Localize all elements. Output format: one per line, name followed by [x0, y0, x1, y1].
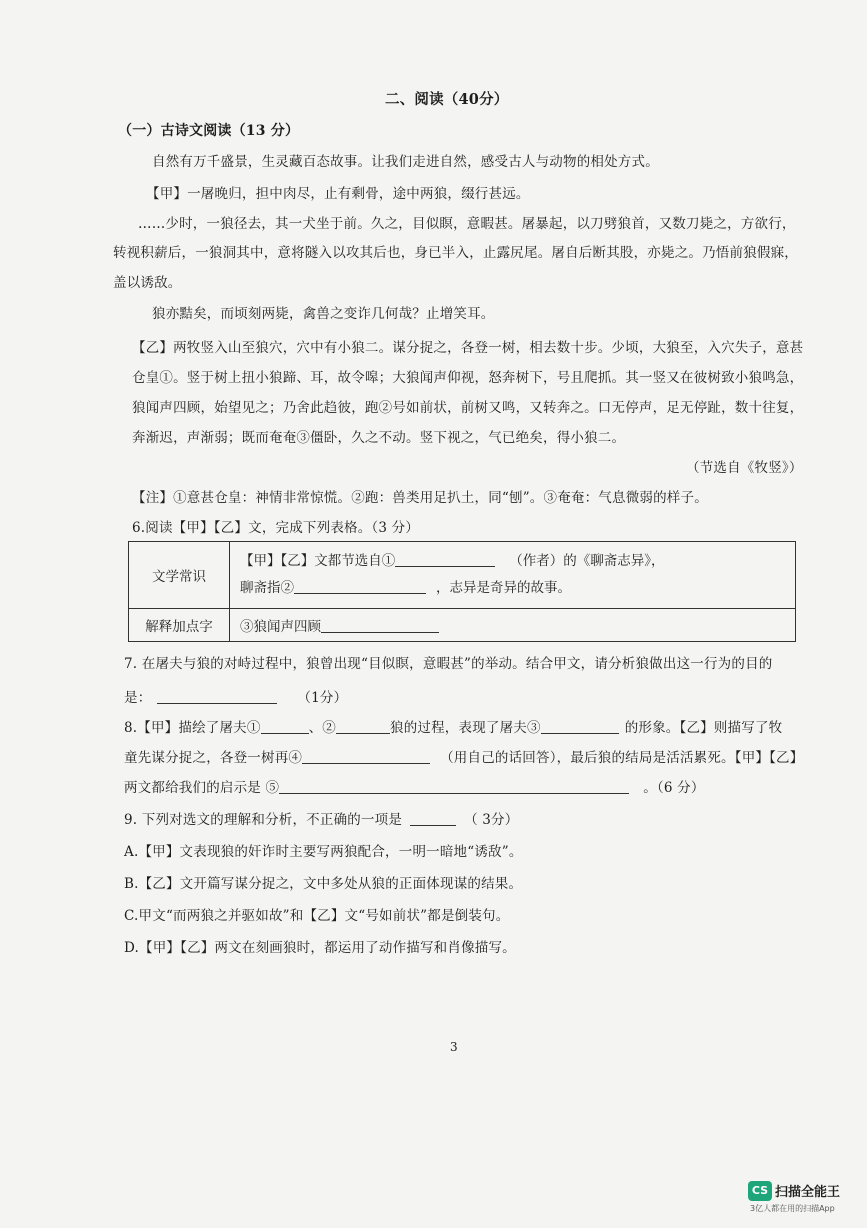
- q9-option-d: D.【甲】【乙】两文在刻画狼时，都运用了动作描写和肖像描写。: [124, 940, 516, 956]
- q8-text: 、②: [308, 720, 336, 736]
- jia-line-1: 【甲】一屠晚归，担中肉尽，止有剩骨，途中两狼，缀行甚远。: [146, 186, 530, 202]
- jia-line-4: 盖以诱敌。: [113, 275, 182, 291]
- q7-score: （1分）: [297, 690, 348, 706]
- q8-blank-1[interactable]: [261, 719, 309, 734]
- q8-text: 的形象。【乙】则描写了牧: [624, 720, 783, 736]
- q8-text: 。（6 分）: [643, 780, 705, 796]
- answer-cell: [230, 542, 796, 609]
- answer-blank-2[interactable]: [294, 579, 426, 594]
- table-row: [129, 542, 796, 609]
- q9-answer-blank[interactable]: [410, 811, 456, 826]
- q6-stem: 6.阅读【甲】【乙】文，完成下列表格。（3 分）: [132, 520, 420, 536]
- scanner-watermark: [748, 1180, 840, 1201]
- cell-text: ，志异是奇异的故事。: [436, 580, 571, 596]
- watermark-subtitle: 3亿人都在用的扫描App: [750, 1204, 835, 1213]
- intro-text: 自然有万千盛景，生灵藏百态故事。让我们走进自然，感受古人与动物的相处方式。: [152, 154, 659, 170]
- q6-table: [128, 541, 796, 642]
- camscanner-logo-icon: CS: [748, 1181, 772, 1201]
- cell-text: 聊斋指②: [240, 580, 294, 596]
- q9-option-b: B.【乙】文开篇写谋分捉之，文中多处从狼的正面体现谋的结果。: [124, 876, 523, 892]
- q8-text: （用自己的话回答），最后狼的结局是活活累死。【甲】【乙】: [440, 750, 804, 766]
- q9-score: （ 3分）: [464, 812, 519, 828]
- q8-line-1: [124, 716, 782, 736]
- q7-label: 是：: [124, 690, 152, 706]
- q8-blank-2[interactable]: [336, 719, 390, 734]
- cell-text: ③狼闻声四顾: [240, 619, 321, 635]
- q9-option-a: A.【甲】文表现狼的奸诈时主要写两狼配合，一明一暗地“诱敌”。: [124, 844, 523, 860]
- table-row: [129, 609, 796, 642]
- q8-blank-5[interactable]: [279, 779, 629, 794]
- q9-option-c: C.甲文“而两狼之并驱如故”和【乙】文“号如前状”都是倒装句。: [124, 908, 510, 924]
- q7-line-2: [124, 686, 347, 706]
- yi-line-3: 狼闻声四顾，始望见之；乃舍此趋彼，跑②号如前状，前树又鸣，又转奔之。口无停声，足无停趾，数十往复，: [132, 400, 804, 416]
- q8-text: 8.【甲】描绘了屠夫①: [124, 720, 261, 736]
- q8-line-2: [124, 746, 803, 766]
- q9-stem: [124, 808, 518, 828]
- answer-cell: [230, 609, 796, 642]
- q8-line-3: [124, 776, 705, 796]
- jia-line-5: 狼亦黠矣，而顷刻两毙，禽兽之变诈几何哉？止增笑耳。: [152, 306, 495, 322]
- answer-blank-1[interactable]: [395, 552, 495, 567]
- cell-text: 【甲】【乙】文都节选自①: [240, 553, 396, 569]
- yi-source: （节选自《牧竖》）: [686, 460, 803, 476]
- q9-text: 9. 下列对选文的理解和分析，不正确的一项是: [124, 812, 403, 828]
- watermark-name: 扫描全能王: [775, 1185, 841, 1200]
- q7-answer-blank[interactable]: [157, 689, 277, 704]
- subsection-title: （一）古诗文阅读（13 分）: [118, 123, 300, 139]
- q8-text: 童先谋分捉之，各登一树再④: [124, 750, 303, 766]
- q8-blank-4[interactable]: [302, 749, 430, 764]
- yi-line-1: 【乙】两牧竖入山至狼穴，穴中有小狼二。谋分捉之，各登一树，相去数十步。少顷，大狼至，入穴失子，意甚: [132, 340, 804, 356]
- row-label: 文学常识: [129, 542, 230, 609]
- q8-text: 两文都给我们的启示是 ⑤: [124, 780, 280, 796]
- q8-text: 狼的过程，表现了屠夫③: [390, 720, 541, 736]
- yi-line-2: 仓皇①。竖于树上扭小狼蹄、耳，故令嗥；大狼闻声仰视，怒奔树下，号且爬抓。其一竖又在彼树致小狼鸣急，: [132, 370, 804, 386]
- jia-line-3: 转视积薪后，一狼洞其中，意将隧入以攻其后也，身已半入，止露尻尾。屠自后断其股，亦毙之。乃悟前狼假寐，: [113, 245, 798, 261]
- answer-blank-3[interactable]: [321, 618, 439, 633]
- page-number: 3: [450, 1040, 458, 1054]
- notes: 【注】①意甚仓皇：神情非常惊慌。②跑：兽类用足扒土，同“刨”。③奄奄：气息微弱的样子。: [132, 490, 708, 506]
- q7-line-1: 7. 在屠夫与狼的对峙过程中，狼曾出现“目似瞑，意暇甚”的举动。结合甲文，请分析狼做出这一行为的目的: [124, 656, 773, 672]
- q8-blank-3[interactable]: [541, 719, 619, 734]
- section-title: 二、阅读（40分）: [385, 91, 509, 108]
- cell-text: （作者）的《聊斋志异》，: [509, 553, 665, 569]
- yi-line-4: 奔渐迟，声渐弱；既而奄奄③僵卧，久之不动。竖下视之，气已绝矣，得小狼二。: [132, 430, 626, 446]
- row-label: 解释加点字: [129, 609, 230, 642]
- jia-line-2: ……少时，一狼径去，其一犬坐于前。久之，目似瞑，意暇甚。屠暴起，以刀劈狼首，又数刀毙之，方欲行，: [138, 216, 796, 232]
